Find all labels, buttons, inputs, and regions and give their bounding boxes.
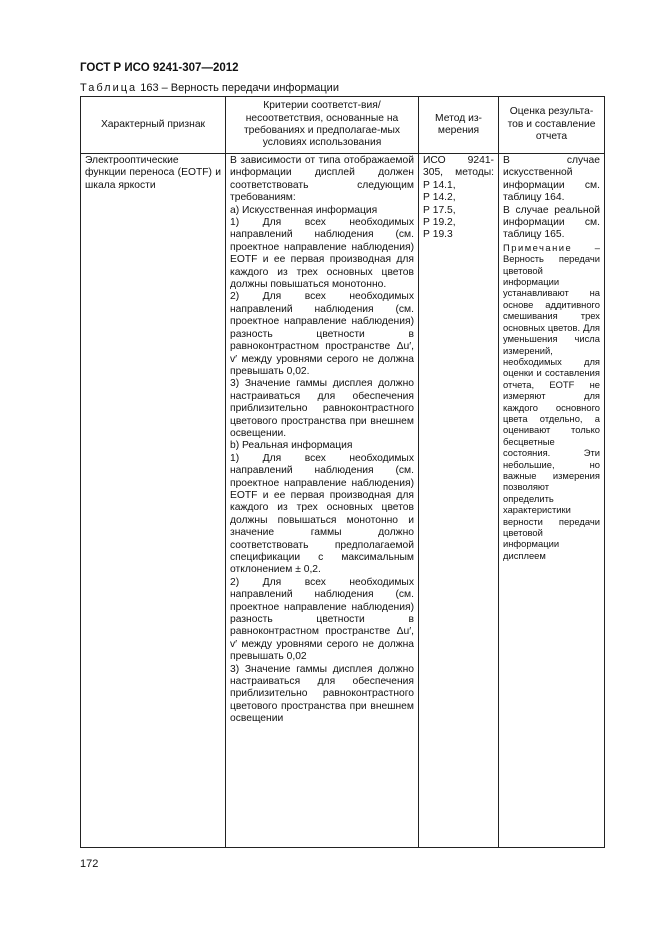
criteria-real-1: 1) Для всех необходимых направлений наблюдения (см. проектное направление наблюдения) EOTF и ее первая производная для каждого из трех основных цветов должны повышаться монотонно и значение гаммы должно соответствовать предполагаемой спецификации с максимальным отклонением ± 0,2. xyxy=(230,452,414,576)
assessment-note xyxy=(503,242,600,561)
column-header-assessment: Оценка результа-тов и составление отчета xyxy=(499,97,605,154)
table-caption xyxy=(80,82,339,94)
criteria-artificial-3: 3) Значение гаммы дисплея должно настраиваться для обеспечения приблизительно равноконтрастного цветового пространства при внешнем освещении. xyxy=(230,378,414,439)
document-header: ГОСТ Р ИСО 9241-307—2012 xyxy=(80,62,239,74)
criteria-artificial-1: 1) Для всех необходимых направлений наблюдения (см. проектное направление наблюдения) EOTF и ее первая производная для каждого из трех основных цветов должны повышаться монотонно. xyxy=(230,217,414,291)
assessment-cell xyxy=(499,154,605,848)
table-header-row xyxy=(81,97,605,154)
caption-number: 163 xyxy=(140,82,159,94)
column-header-feature: Характерный признак xyxy=(81,97,226,154)
criteria-artificial-heading: a) Искусственная информация xyxy=(230,204,378,216)
criteria-real-3: 3) Значение гаммы дисплея должно настраиваться для обеспечения приблизительно равноконтрастного цветового пространства при внешнем освещении xyxy=(230,663,414,725)
page-number: 172 xyxy=(80,858,99,870)
criteria-intro: В зависимости от типа отображаемой информации дисплей должен соответствовать следующим требованиям: xyxy=(230,155,414,204)
feature-cell: Электрооптические функции переноса (EOTF) и шкала яркости xyxy=(81,154,226,848)
note-text: – Верность передачи цветовой информации устанавливают на основе аддитивного смешивания трех основных цветов. Для уменьшения числа измерений, необходимых для оценки и составления отчета, EOTF не измеряют для каждого основного цвета отдельно, а оценивают только бесцветные состояния. Эти небольшие, но важные измерения позволяют определить характеристики верности передачи цветовой информации дисплеем xyxy=(503,241,600,561)
note-label: Примечание xyxy=(503,241,573,253)
assessment-real: В случае реальной информации см. таблицу 165. xyxy=(503,204,600,241)
method-line: Р 19.2, xyxy=(423,217,456,229)
criteria-cell xyxy=(226,154,419,848)
method-line: ИСО 9241-305, методы: Р 14.1, xyxy=(423,155,494,191)
criteria-artificial-2: 2) Для всех необходимых направлений наблюдения (см. проектное направление наблюдения) разность цветности в равноконтрастном пространстве Δu′, v′ между уровнями серого не должна превышать 0,02. xyxy=(230,291,414,377)
method-line: Р 19.3 xyxy=(423,229,453,241)
caption-title: – Верность передачи информации xyxy=(161,82,339,94)
method-cell xyxy=(419,154,499,848)
assessment-artificial: В случае искусственной информации см. таблицу 164. xyxy=(503,155,600,204)
criteria-real-heading: b) Реальная информация xyxy=(230,440,353,452)
column-header-criteria: Критерии соответст-вия/несоответствия, основанные на требованиях и предполагае-мых условиях использования xyxy=(226,97,419,154)
table-row xyxy=(81,154,605,848)
requirements-table xyxy=(80,96,605,848)
method-line: Р 17.5, xyxy=(423,204,456,216)
criteria-real-2: 2) Для всех необходимых направлений наблюдения (см. проектное направление наблюдения) разность цветности в равноконтрастном пространстве Δu′, v′ между уровнями серого не должна превышать 0,02 xyxy=(230,576,414,663)
caption-label: Таблица xyxy=(80,82,138,94)
column-header-method: Метод из-мерения xyxy=(419,97,499,154)
method-line: Р 14.2, xyxy=(423,192,456,204)
